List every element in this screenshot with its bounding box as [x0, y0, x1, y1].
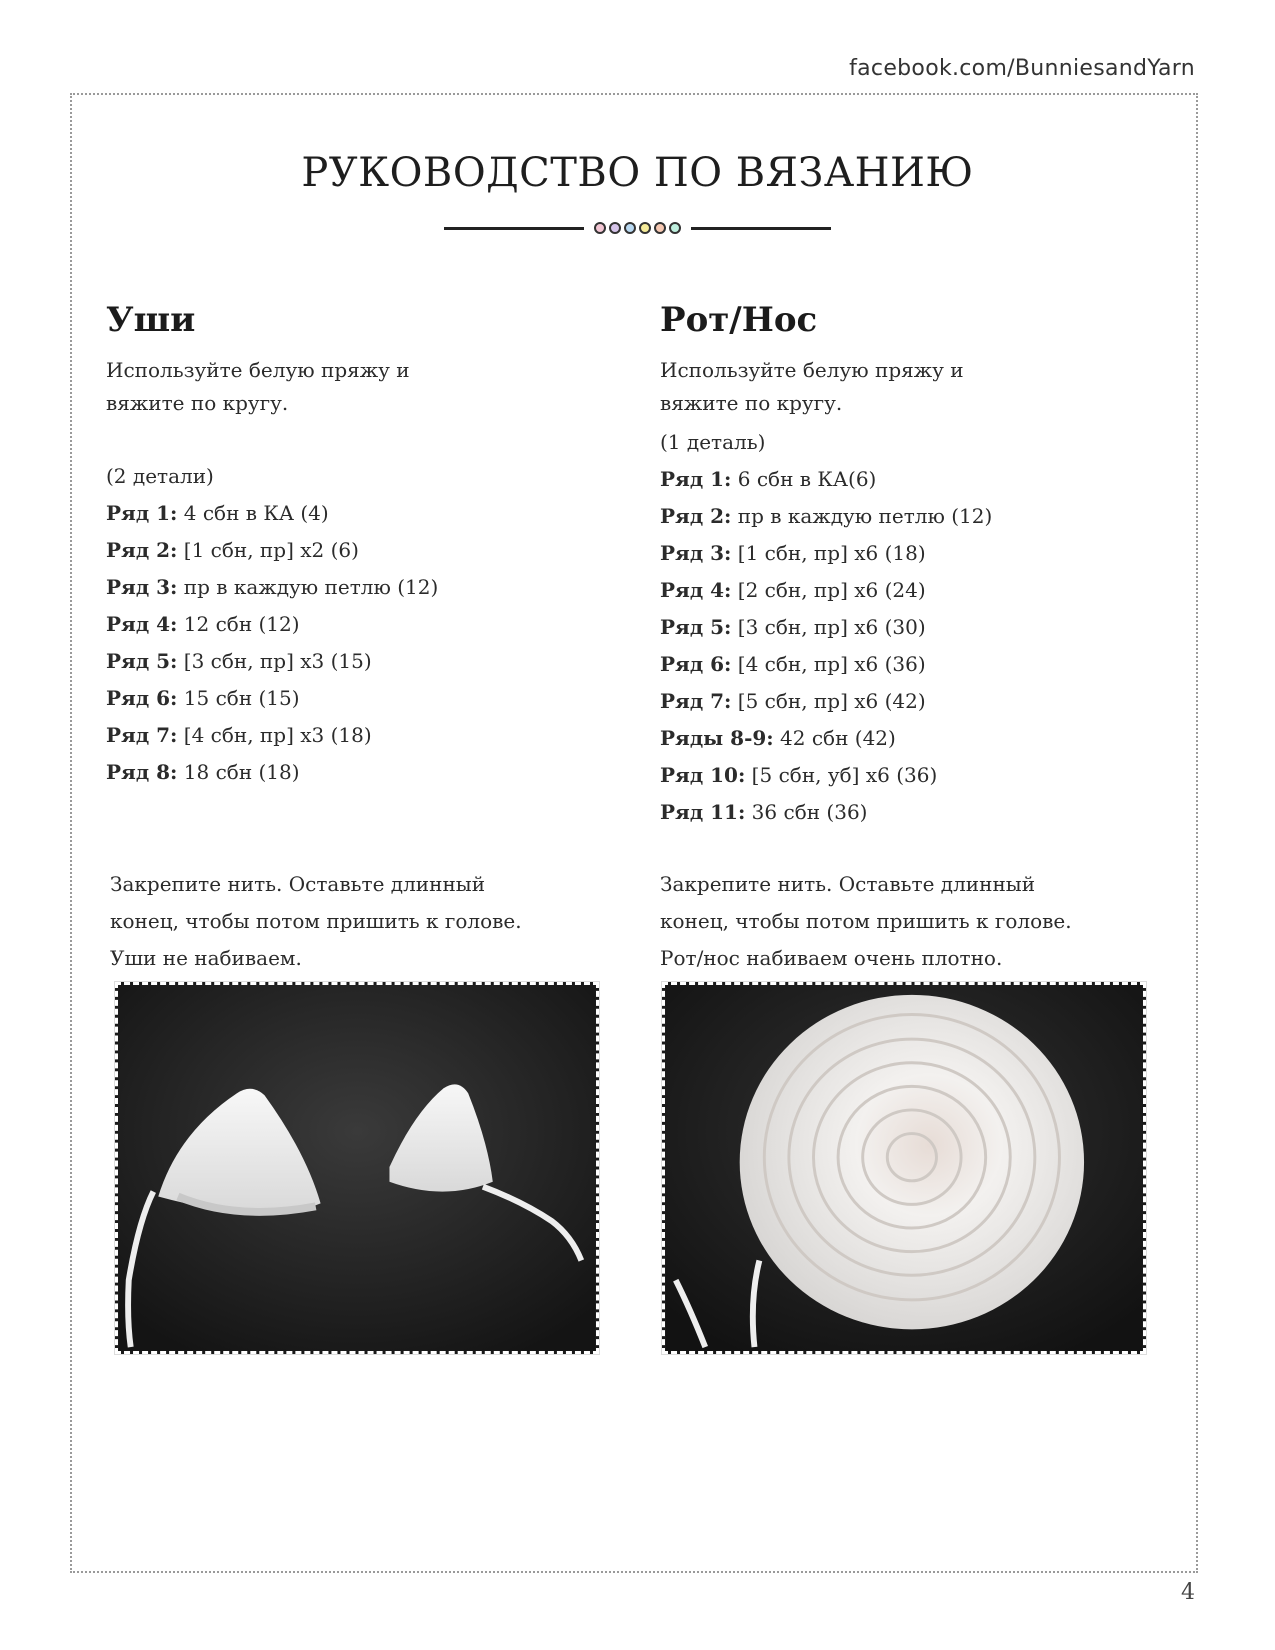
- title-divider: [0, 222, 1275, 234]
- divider-dot: [654, 222, 666, 234]
- row-text: 12 сбн (12): [177, 612, 300, 636]
- mouth-rows: [660, 461, 1160, 831]
- row-label: Ряд 3:: [106, 575, 178, 599]
- ears-note-line: конец, чтобы потом пришить к голове.: [110, 909, 522, 933]
- row-label: Ряд 3:: [660, 541, 732, 565]
- mouth-note-line: Рот/нос набиваем очень плотно.: [660, 946, 1003, 970]
- row-label: Ряд 8:: [106, 760, 178, 784]
- row-text: [3 сбн, пр] х3 (15): [177, 649, 372, 673]
- row-label: Ряд 10:: [660, 763, 746, 787]
- row-label: Ряды 8-9:: [660, 726, 774, 750]
- row-text: [5 сбн, уб] х6 (36): [745, 763, 938, 787]
- divider-dot: [669, 222, 681, 234]
- mouth-note: [660, 866, 1180, 977]
- ears-photo-image: [118, 985, 596, 1351]
- divider-dots: [594, 222, 681, 234]
- row-item: [106, 717, 606, 754]
- row-item: [106, 643, 606, 680]
- ears-note-line: Уши не набиваем.: [110, 946, 302, 970]
- row-label: Ряд 5:: [660, 615, 732, 639]
- row-label: Ряд 7:: [660, 689, 732, 713]
- divider-line-left: [444, 227, 584, 230]
- page-number: 4: [1181, 1580, 1195, 1605]
- row-label: Ряд 6:: [660, 652, 732, 676]
- ears-count: (2 детали): [106, 464, 214, 488]
- mouth-intro: [660, 354, 1160, 420]
- row-text: 6 сбн в КА(6): [731, 467, 877, 491]
- row-text: [1 сбн, пр] х6 (18): [731, 541, 926, 565]
- ears-title: Уши: [106, 300, 196, 340]
- row-label: Ряд 5:: [106, 649, 178, 673]
- mouth-photo: [662, 982, 1146, 1354]
- row-item: [660, 720, 1160, 757]
- ears-note-line: Закрепите нить. Оставьте длинный: [110, 872, 486, 896]
- divider-dot: [594, 222, 606, 234]
- row-label: Ряд 6:: [106, 686, 178, 710]
- mouth-section: [660, 300, 1160, 831]
- mouth-title: Рот/Нос: [660, 300, 818, 340]
- mouth-intro-line: вяжите по кругу.: [660, 391, 843, 415]
- ears-photo: [115, 982, 599, 1354]
- row-item: [106, 754, 606, 791]
- row-text: [2 сбн, пр] х6 (24): [731, 578, 926, 602]
- mouth-photo-image: [665, 985, 1143, 1351]
- row-text: 15 сбн (15): [177, 686, 300, 710]
- ears-rows: [106, 495, 606, 791]
- row-label: Ряд 1:: [106, 501, 178, 525]
- row-item: [106, 495, 606, 532]
- divider-dot: [624, 222, 636, 234]
- row-item: [660, 683, 1160, 720]
- row-item: [660, 535, 1160, 572]
- row-text: [1 сбн, пр] х2 (6): [177, 538, 359, 562]
- divider-line-right: [691, 227, 831, 230]
- row-text: 36 сбн (36): [745, 800, 868, 824]
- row-label: Ряд 4:: [106, 612, 178, 636]
- ears-intro: [106, 354, 606, 420]
- row-text: пр в каждую петлю (12): [731, 504, 993, 528]
- row-text: [4 сбн, пр] х6 (36): [731, 652, 926, 676]
- row-item: [660, 794, 1160, 831]
- row-text: пр в каждую петлю (12): [177, 575, 439, 599]
- row-item: [660, 498, 1160, 535]
- ears-intro-line: вяжите по кругу.: [106, 391, 289, 415]
- row-label: Ряд 2:: [106, 538, 178, 562]
- row-label: Ряд 11:: [660, 800, 746, 824]
- row-item: [106, 569, 606, 606]
- divider-dot: [609, 222, 621, 234]
- row-item: [660, 609, 1160, 646]
- row-item: [106, 606, 606, 643]
- row-text: [3 сбн, пр] х6 (30): [731, 615, 926, 639]
- row-item: [106, 680, 606, 717]
- row-text: [4 сбн, пр] х3 (18): [177, 723, 372, 747]
- row-item: [106, 532, 606, 569]
- row-text: 18 сбн (18): [177, 760, 300, 784]
- row-text: 4 сбн в КА (4): [177, 501, 329, 525]
- row-text: 42 сбн (42): [773, 726, 896, 750]
- row-text: [5 сбн, пр] х6 (42): [731, 689, 926, 713]
- mouth-intro-line: Используйте белую пряжу и: [660, 358, 964, 382]
- ears-intro-line: Используйте белую пряжу и: [106, 358, 410, 382]
- page-title: РУКОВОДСТВО ПО ВЯЗАНИЮ: [301, 150, 974, 196]
- row-label: Ряд 2:: [660, 504, 732, 528]
- row-item: [660, 572, 1160, 609]
- row-item: [660, 757, 1160, 794]
- row-label: Ряд 1:: [660, 467, 732, 491]
- mouth-note-line: Закрепите нить. Оставьте длинный: [660, 872, 1036, 896]
- facebook-link[interactable]: facebook.com/BunniesandYarn: [849, 56, 1195, 81]
- mouth-count: (1 деталь): [660, 430, 766, 454]
- divider-dot: [639, 222, 651, 234]
- row-label: Ряд 4:: [660, 578, 732, 602]
- mouth-note-line: конец, чтобы потом пришить к голове.: [660, 909, 1072, 933]
- row-label: Ряд 7:: [106, 723, 178, 747]
- ears-section: [106, 300, 606, 791]
- ears-note: [110, 866, 630, 977]
- row-item: [660, 461, 1160, 498]
- row-item: [660, 646, 1160, 683]
